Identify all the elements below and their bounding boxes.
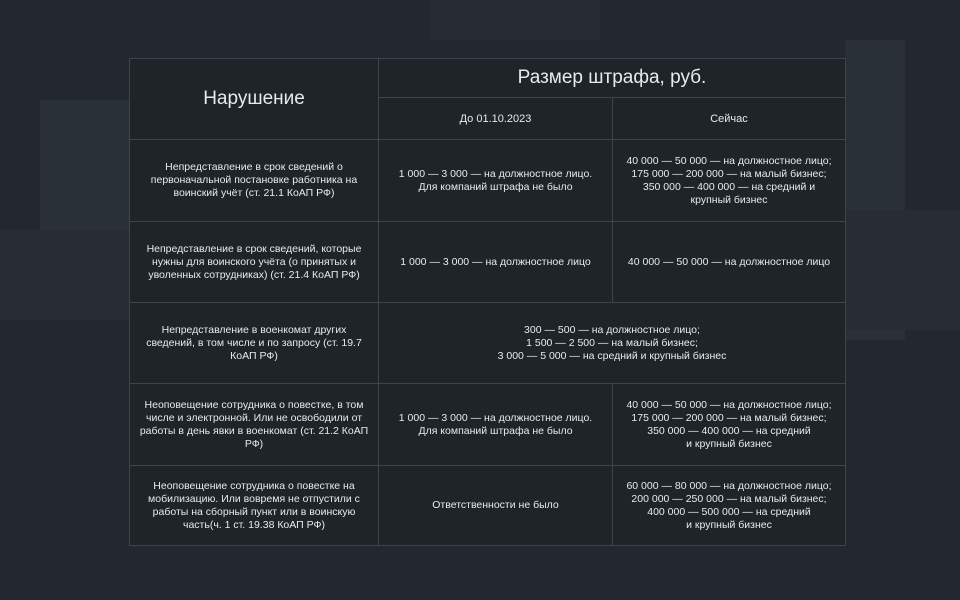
- fine-line: 40 000 — 50 000 — на должностное лицо;: [626, 154, 832, 167]
- violation-cell: Непредставление в срок сведений о первоначальной постановке работника на воинский учёт (ст. 21.1 КоАП РФ): [130, 140, 379, 222]
- fine-line: Для компаний штрафа не было: [418, 424, 573, 437]
- fine-line: крупный бизнес: [690, 193, 768, 206]
- fine-line: 1 000 — 3 000 — на должностное лицо: [400, 255, 591, 268]
- fine-line: 175 000 — 200 000 — на малый бизнес;: [631, 167, 827, 180]
- fine-line: 300 — 500 — на должностное лицо;: [524, 323, 700, 336]
- fine-line: 175 000 — 200 000 — на малый бизнес;: [631, 411, 827, 424]
- fine-line: 40 000 — 50 000 — на должностное лицо;: [626, 398, 832, 411]
- background-shape: [0, 230, 130, 320]
- header-violation: Нарушение: [130, 59, 379, 140]
- fine-line: 400 000 — 500 000 — на средний: [647, 505, 811, 518]
- fine-line: и крупный бизнес: [686, 518, 772, 531]
- background-shape: [430, 0, 600, 40]
- header-fine-size: Размер штрафа, руб.: [379, 59, 846, 98]
- header-now: Сейчас: [613, 98, 846, 140]
- background-shape: [845, 210, 960, 330]
- fine-merged-cell: [379, 303, 846, 384]
- fine-line: 40 000 — 50 000 — на должностное лицо: [627, 255, 831, 268]
- violation-cell: Неоповещение сотрудника о повестке, в том числе и электронной. Или не освободили от работы в день явки в военкомат (ст. 21.2 КоАП РФ): [130, 384, 379, 466]
- fine-line: 200 000 — 250 000 — на малый бизнес;: [631, 492, 827, 505]
- fine-line: Ответственности не было: [432, 499, 559, 511]
- fine-before-cell: [379, 222, 613, 303]
- fine-line: и крупный бизнес: [686, 437, 772, 450]
- fine-line: 1 000 — 3 000 — на должностное лицо.: [398, 167, 593, 180]
- table-row: [130, 466, 846, 546]
- fine-line: 1 000 — 3 000 — на должностное лицо.: [398, 411, 593, 424]
- header-before: До 01.10.2023: [379, 98, 613, 140]
- fine-line: 350 000 — 400 000 — на средний: [647, 424, 811, 437]
- violation-cell: Непредставление в военкомат других сведений, в том числе и по запросу (ст. 19.7 КоАП РФ): [130, 303, 379, 384]
- table-row: [130, 303, 846, 384]
- fine-before-cell: [379, 140, 613, 222]
- fine-line: 60 000 — 80 000 — на должностное лицо;: [626, 479, 832, 492]
- fine-line: 3 000 — 5 000 — на средний и крупный бизнес: [497, 349, 727, 362]
- violation-cell: Неоповещение сотрудника о повестке на мобилизацию. Или вовремя не отпустили с работы на сборный пункт или в воинскую часть(ч. 1 ст. 19.38 КоАП РФ): [130, 466, 379, 546]
- fine-before-cell: [379, 466, 613, 546]
- table-row: [130, 222, 846, 303]
- fines-table: [129, 58, 846, 546]
- fine-line: 1 500 — 2 500 — на малый бизнес;: [526, 336, 698, 349]
- fine-now-cell: [613, 466, 846, 546]
- table-row: [130, 140, 846, 222]
- fine-before-cell: [379, 384, 613, 466]
- fine-line: Для компаний штрафа не было: [418, 180, 573, 193]
- fine-now-cell: [613, 222, 846, 303]
- table-row: [130, 384, 846, 466]
- fine-line: 350 000 — 400 000 — на средний и: [642, 180, 816, 193]
- fine-now-cell: [613, 384, 846, 466]
- fine-now-cell: [613, 140, 846, 222]
- violation-cell: Непредставление в срок сведений, которые нужны для воинского учёта (о принятых и уволенных сотрудниках) (ст. 21.4 КоАП РФ): [130, 222, 379, 303]
